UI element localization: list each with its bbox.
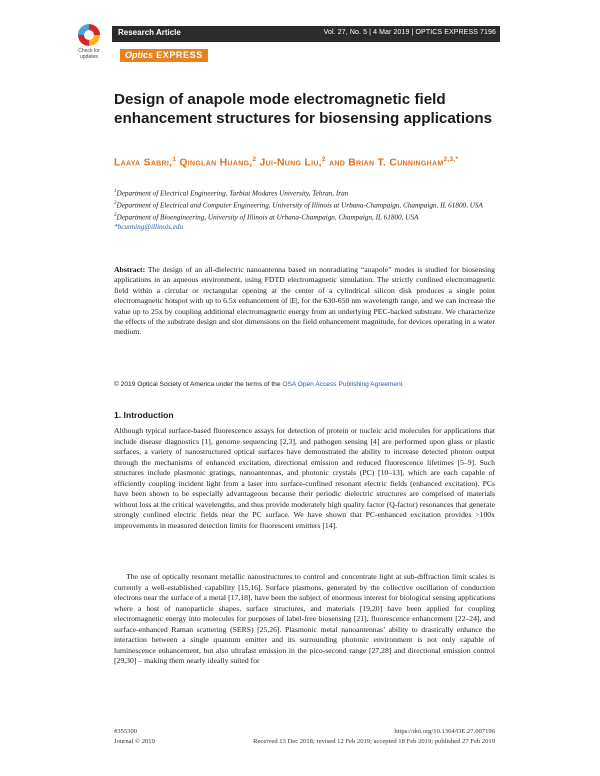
affil-mark: 1 <box>114 189 117 194</box>
license-link[interactable]: OSA Open Access Publishing Agreement <box>282 381 403 388</box>
body-paragraph: The use of optically resonant metallic nanostructures to control and concentrate light at sub-diffraction limit scales is currently a well-established capability [15,16]. Surface plasmons, generated by the collective oscillation of conduction electrons near the surface of a metal [17,18], have been the subject of enormous interest for biological sensing applications where a host of nanoparticle shapes, surface structures, and materials [19,20] have been applied for coupling electromagnetic energy into molecules for purposes of label-free biosensing [21], fluorescence enhancement [22–24], and surface-enhanced Raman scattering (SERS) [25,26]. Plasmonic metal nanoantennas’ ability to drastically enhance the interaction between a single quantum emitter and its surrounding photonic environment is not only capable of luminescence enhancement, but also ultrafast emission in the pico-second range [27,28] and directional emission control [29,30] – making them nearly ideally suited for <box>114 572 495 665</box>
copyright-notice <box>114 381 495 388</box>
affiliations <box>114 187 494 233</box>
abstract <box>114 265 495 338</box>
crossmark-label: Check for updates <box>78 48 100 60</box>
email-link[interactable]: *bcunning@illinois.edu <box>114 222 184 231</box>
article-type: Research Article <box>118 28 181 37</box>
journal-logo-part2: EXPRESS <box>156 50 203 60</box>
affil-text: Department of Electrical and Computer Engineering, University of Illinois at Urbana-Champaign, Champaign, IL 61800, USA <box>116 201 483 210</box>
journal-logo-part1: Optics <box>125 50 154 60</box>
manuscript-id: #355300 <box>114 728 138 735</box>
author-affil-mark: 2 <box>252 156 257 163</box>
affiliation <box>114 211 494 223</box>
section-heading: 1. Introduction <box>114 410 174 420</box>
corresponding-email[interactable] <box>114 223 494 233</box>
journal-meta: Vol. 27, No. 5 | 4 Mar 2019 | OPTICS EXPRESS 7196 <box>323 29 496 36</box>
author-list <box>114 152 494 170</box>
crossmark-badge[interactable] <box>76 24 102 62</box>
affiliation <box>114 199 494 211</box>
affiliation <box>114 187 494 199</box>
author-name: and Brian T. Cunningham <box>325 157 444 169</box>
author-affil-mark: 2 <box>321 156 326 163</box>
body-paragraph: Although typical surface-based fluorescence assays for detection of protein or nucleic acid molecules for applications that include disease diagnostics [1], genome sequencing [2,3], and pathogen sensing [4] are performed upon glass or plastic surfaces, a variety of nanostructured optical surfaces have demonstrated the ability to increase detected photon output through the mechanisms of enhanced excitation, directional emission and reduced fluorescence lifetimes [5–9]. Such structures include plasmonic gratings, nanoantennas, and photonic crystals (PC) [10–13], which are each capable of efficiently coupling incident light from a laser into surface-confined resonant electric fields (enhanced excitation). PCs have been shown to be especially advantageous because their periodic dielectric structures are comprised of materials without loss at the critical wavelengths, and thus provide moderately high quality factor (Q-factor) resonances that generate strongly confined electric fields near the PC surface. We have shown that PC-enhanced excitation provides >100x improvements in measured detection limits for fluorescent emitters [14]. <box>114 426 495 530</box>
paper-title: Design of anapole mode electromagnetic field enhancement structures for biosensing applications <box>114 91 493 127</box>
author-affil-mark: 1 <box>172 156 177 163</box>
abstract-text: The design of an all-dielectric nanoantenna based on nonradiating “anapole” modes is studied for biosensing applications in an aqueous environment, using FDTD electromagnetic simulation. The strictly confined electromagnetic field within a circular or rectangular opening at the center of a cylindrical silicon disk produces a single point electromagnetic hotspot with up to 6.5x enhancement of |E|, for the 630-650 nm wavelength range, and we can increase the value up to 25x by coupling additional electromagnetic energy from an underlying PEC-backed substrate. We characterize the effects of the substrate design and slot dimensions on the field enhancement magnitude, for devices operating in a water medium. <box>114 265 495 337</box>
page-footer <box>114 727 495 746</box>
author-name: Qinglan Huang, <box>176 157 253 169</box>
doi-link[interactable]: https://doi.org/10.1364/OE.27.007196 <box>394 728 495 735</box>
copyright-text: © 2019 Optical Society of America under the terms of the <box>114 381 283 388</box>
journal-logo <box>120 49 208 62</box>
abstract-label: Abstract: <box>114 265 146 274</box>
author-affil-mark: 2,3,* <box>443 156 459 163</box>
affil-text: Department of Bioengineering, University of Illinois at Urbana-Champaign, Champaign, IL 61800, USA <box>116 213 419 222</box>
journal-copyright: Journal © 2019 <box>114 737 155 745</box>
author-name: Jui-Nung Liu, <box>256 157 322 169</box>
affil-mark: 2 <box>114 200 117 206</box>
publication-dates: Received 13 Dec 2018; revised 12 Feb 2019; accepted 18 Feb 2019; published 27 Feb 2019 <box>253 737 495 745</box>
crossmark-icon <box>78 24 100 46</box>
author-name: Laaya Sabri, <box>114 157 173 169</box>
affil-text: Department of Electrical Engineering, Tarbiat Modares University, Tehran, Iran <box>116 189 349 198</box>
affil-mark: 3 <box>114 212 117 218</box>
